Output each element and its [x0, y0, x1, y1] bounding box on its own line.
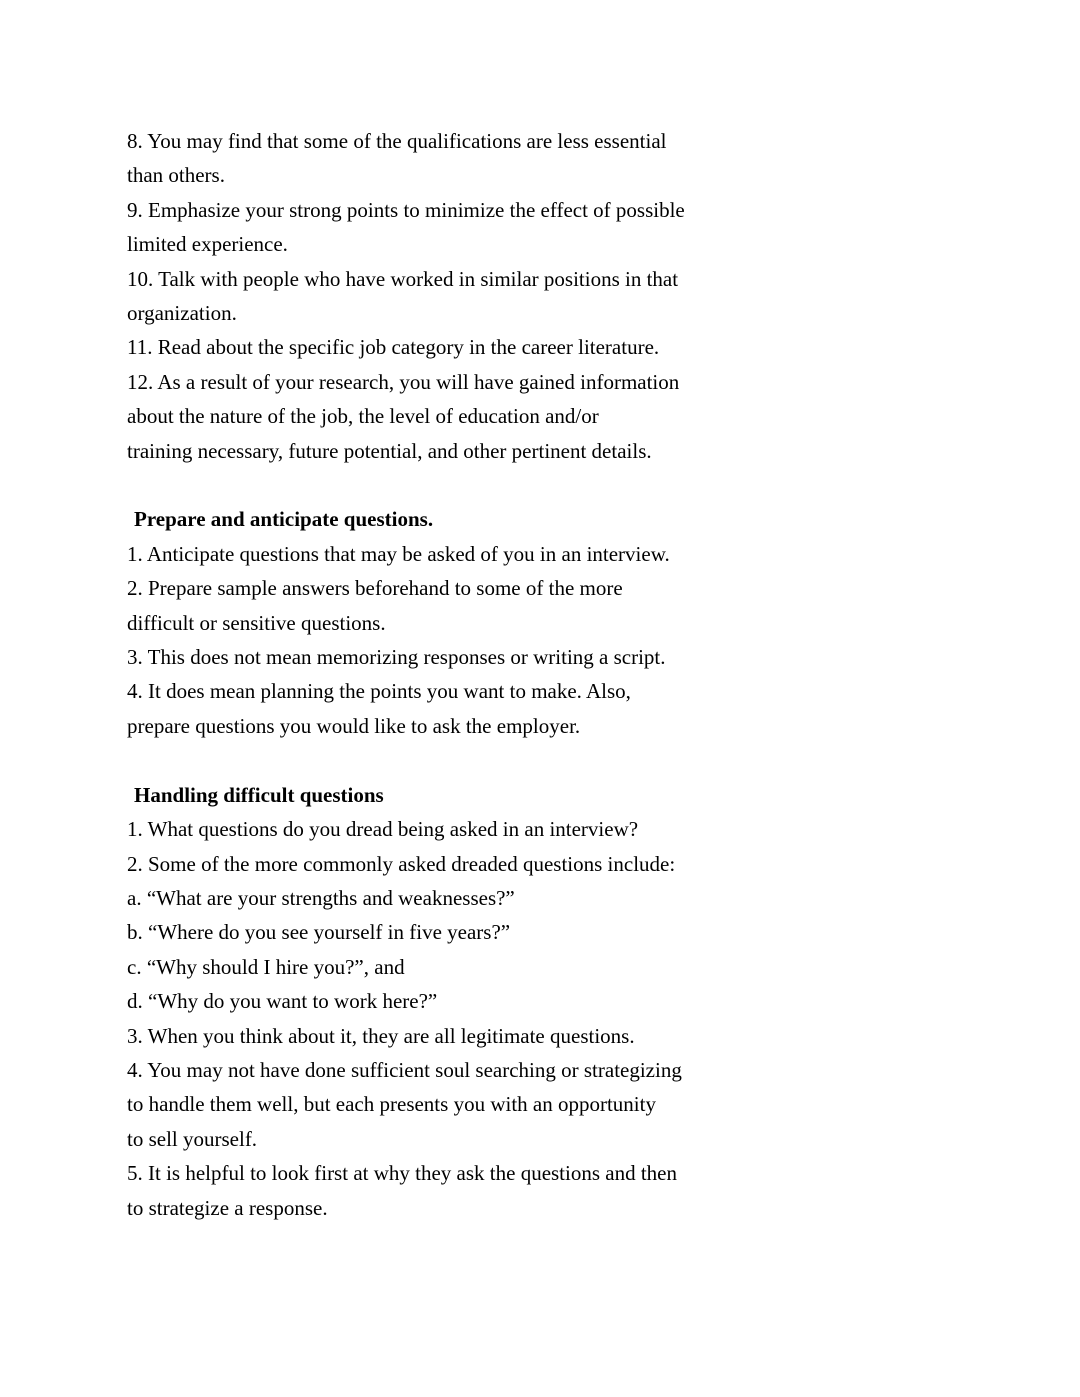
text-line: about the nature of the job, the level of education and/or [127, 404, 599, 429]
text-line: 8. You may find that some of the qualifications are less essential [127, 129, 667, 153]
text-line: 12. As a result of your research, you will have gained information [127, 369, 680, 394]
text-line: 4. It does mean planning the points you want to make. Also, [127, 679, 631, 704]
text-line: 1. What questions do you dread being asked in an interview? [127, 817, 639, 842]
text-line: than others. [127, 163, 225, 188]
text-line: d. “Why do you want to work here?” [127, 989, 438, 1014]
text-line: training necessary, future potential, and other pertinent details. [127, 438, 652, 463]
section-heading: Prepare and anticipate questions. [134, 507, 434, 532]
section-heading: Handling difficult questions [134, 782, 384, 807]
text-line: a. “What are your strengths and weaknesses?” [127, 885, 515, 910]
text-line: 2. Prepare sample answers beforehand to some of the more [127, 576, 623, 601]
text-line: 4. You may not have done sufficient soul searching or strategizing [127, 1057, 682, 1082]
text-line: limited experience. [127, 232, 288, 257]
text-line: to sell yourself. [127, 1126, 258, 1151]
paragraph-spacer [127, 743, 790, 777]
text-line: 3. When you think about it, they are all legitimate questions. [127, 1023, 635, 1048]
paragraph-spacer [127, 468, 790, 502]
text-line: 9. Emphasize your strong points to minimize the effect of possible [127, 197, 685, 222]
text-line: organization. [127, 301, 237, 326]
text-line: 10. Talk with people who have worked in similar positions in that [127, 266, 679, 291]
text-line: 1. Anticipate questions that may be asked of you in an interview. [127, 541, 670, 566]
text-line: prepare questions you would like to ask the employer. [127, 713, 581, 738]
text-line: 11. Read about the specific job category in the career literature. [127, 335, 660, 360]
text-line: 3. This does not mean memorizing responses or writing a script. [127, 645, 666, 670]
text-line: to strategize a response. [127, 1195, 328, 1220]
text-line: to handle them well, but each presents you with an opportunity [127, 1092, 656, 1117]
text-line: b. “Where do you see yourself in five years?” [127, 920, 511, 945]
text-line: 5. It is helpful to look first at why they ask the questions and then [127, 1161, 677, 1186]
text-line: 2. Some of the more commonly asked dreaded questions include: [127, 851, 676, 876]
text-line: difficult or sensitive questions. [127, 610, 386, 635]
text-line: c. “Why should I hire you?”, and [127, 954, 405, 979]
